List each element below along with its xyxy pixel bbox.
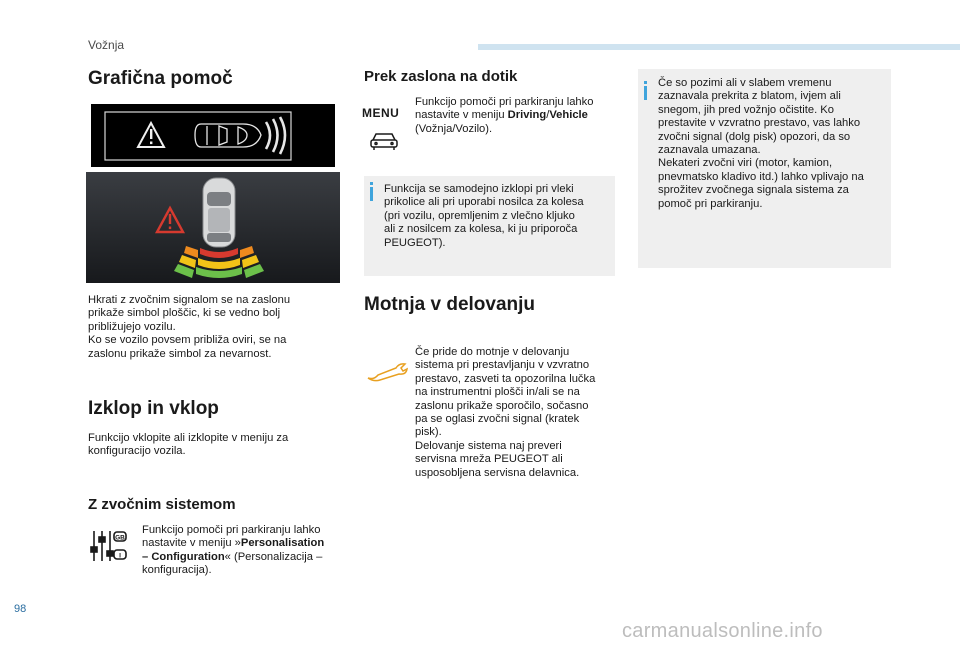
touchscreen-sensor-image	[86, 172, 340, 283]
header-bar	[478, 44, 960, 50]
trailer-note-box	[364, 176, 615, 276]
title-touchscreen: Prek zaslona na dotik	[364, 68, 518, 85]
winter-note-box	[638, 69, 891, 268]
vehicle-icon	[368, 131, 400, 151]
title-graphic-aid: Grafična pomoč	[88, 68, 233, 89]
section-header: Vožnja	[88, 38, 125, 52]
info-icon-dot-2	[644, 81, 647, 84]
car-top-icon	[203, 178, 235, 247]
menu-icon-label: MENU	[362, 106, 400, 120]
instrument-display-image	[91, 104, 335, 167]
page-number: 98	[14, 603, 27, 615]
sensor-arcs-icon	[266, 117, 285, 154]
info-icon-dot	[370, 182, 373, 185]
graphic-aid-description: Hkrati z zvočnim signalom se na zaslonu prikaže simbol ploščic, ki se vedno bolj približujejo vozilu. Ko se vozilo povsem približa oviri, se na zaslonu prikaže simbol za nevarnost.	[88, 294, 291, 360]
hazard-icon	[138, 123, 164, 147]
title-switch-on-off: Izklop in vklop	[88, 398, 219, 419]
audio-system-text: Funkcijo pomoči pri parkiranju lahko nastavite v meniju »Personalisation – Configuration« (Personalizacija – konfiguracija).	[142, 524, 325, 577]
info-icon-2	[644, 86, 647, 100]
touchscreen-sensor-graphic	[86, 172, 340, 283]
car-outline-icon	[195, 124, 261, 147]
instrument-display-graphic	[91, 104, 335, 167]
malfunction-text: Če pride do motnje v delovanju sistema pri prestavljanju v vzvratno prestavo, zasveti ta opozorilna lučka na instrumentni plošči in/ali se na zaslonu prikaže sporočilo, sočasno pa se oglasi zvočni signal (kratek pisk). Delovanje sistema naj preveri servisna mreža PEUGEOT ali usposobljena servisna delavnica.	[415, 346, 596, 479]
touchscreen-text: Funkcijo pomoči pri parkiranju lahko nastavite v meniju Driving/Vehicle (Vožnja/Vozilo).	[415, 96, 594, 135]
title-malfunction: Motnja v delovanju	[364, 294, 536, 315]
switch-description: Funkcijo vklopite ali izklopite v meniju za konfiguracijo vozila.	[88, 432, 289, 458]
title-audio-system: Z zvočnim sistemom	[88, 496, 236, 513]
audio-settings-icon	[88, 528, 128, 564]
trailer-note-text: Funkcija se samodejno izklopi pri vleki prikolice ali pri uporabi nosilca za kolesa (pri vozilu, opremljenim z vlečno kljuko ali z nosilcem za kolesa, ki ju priporoča PEUGEOT).	[384, 183, 584, 249]
info-icon	[370, 187, 373, 201]
watermark: carmanualsonline.info	[622, 620, 823, 642]
svg-text:GB: GB	[115, 534, 125, 542]
winter-note-text: Če so pozimi ali v slabem vremenu zaznavala prekrita z blatom, ivjem ali snegom, jih pred vožnjo očistite. Ko prestavite v vzvratno prestavo, vas lahko zvočni signal (dolg pisk) opozori, da so zaznavala umazana. Nekateri zvočni viri (motor, kamion, pnevmatsko kladivo itd.) lahko vplivajo na sprožitev zvočnega signala sistema za pomoč pri parkiranju.	[658, 77, 864, 210]
wrench-icon	[366, 362, 408, 382]
svg-text:I: I	[119, 552, 121, 560]
